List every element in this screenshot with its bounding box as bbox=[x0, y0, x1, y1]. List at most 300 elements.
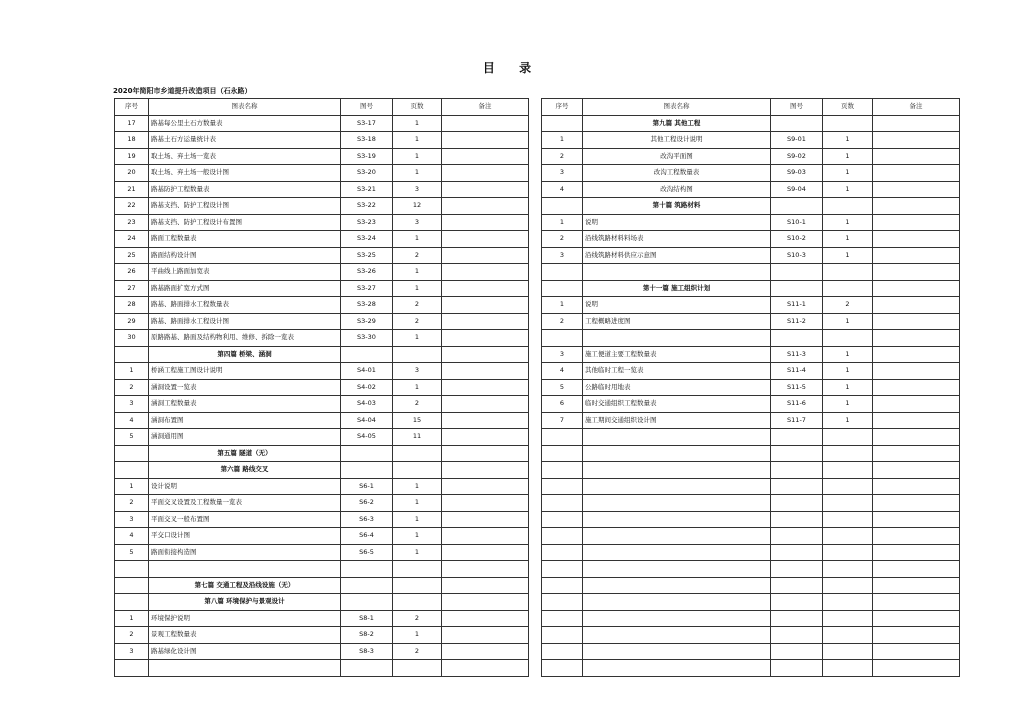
remark-cell bbox=[442, 610, 529, 627]
blank-row bbox=[542, 330, 960, 347]
row-number: 27 bbox=[115, 280, 149, 297]
drawing-name-cell bbox=[583, 429, 771, 446]
blank-row bbox=[542, 627, 960, 644]
drawing-code: S3-25 bbox=[341, 247, 393, 264]
table-row bbox=[115, 313, 529, 330]
blank-row bbox=[542, 594, 960, 611]
drawing-name: 路基每公里土石方数量表 bbox=[149, 115, 341, 132]
drawing-code: S4-02 bbox=[341, 379, 393, 396]
drawing-name: 路基、路面排水工程设计图 bbox=[149, 313, 341, 330]
table-row bbox=[115, 297, 529, 314]
page-count: 1 bbox=[393, 264, 442, 281]
page-count-cell bbox=[823, 280, 873, 297]
row-number: 18 bbox=[115, 132, 149, 149]
remark-cell bbox=[442, 462, 529, 479]
page-count: 12 bbox=[393, 198, 442, 215]
row-number-cell bbox=[115, 346, 149, 363]
page-count: 1 bbox=[393, 528, 442, 545]
table-row bbox=[115, 148, 529, 165]
remark-cell bbox=[442, 594, 529, 611]
drawing-code: S3-21 bbox=[341, 181, 393, 198]
drawing-code-cell bbox=[771, 115, 823, 132]
drawing-code-cell bbox=[341, 594, 393, 611]
table-row bbox=[115, 247, 529, 264]
table-row bbox=[115, 198, 529, 215]
page-count: 1 bbox=[823, 148, 873, 165]
header-cell: 序号 bbox=[542, 99, 583, 116]
row-number-cell bbox=[542, 577, 583, 594]
header-cell: 图表名称 bbox=[149, 99, 341, 116]
remark-cell bbox=[873, 115, 960, 132]
remark-cell bbox=[873, 577, 960, 594]
page-title: 目 录 bbox=[482, 61, 542, 75]
drawing-code-cell bbox=[771, 198, 823, 215]
drawing-name: 景观工程数量表 bbox=[149, 627, 341, 644]
row-number: 19 bbox=[115, 148, 149, 165]
row-number: 5 bbox=[115, 544, 149, 561]
drawing-code-cell bbox=[341, 660, 393, 677]
table-row bbox=[542, 396, 960, 413]
remark-cell bbox=[873, 478, 960, 495]
drawing-name-cell bbox=[583, 478, 771, 495]
row-number-cell bbox=[115, 577, 149, 594]
row-number: 22 bbox=[115, 198, 149, 215]
page-count-cell bbox=[823, 445, 873, 462]
row-number: 20 bbox=[115, 165, 149, 182]
drawing-code: S11-1 bbox=[771, 297, 823, 314]
row-number-cell bbox=[542, 643, 583, 660]
remark-cell bbox=[873, 379, 960, 396]
remark-cell bbox=[873, 495, 960, 512]
row-number: 26 bbox=[115, 264, 149, 281]
page-count: 15 bbox=[393, 412, 442, 429]
table-row bbox=[115, 495, 529, 512]
page-count-cell bbox=[823, 462, 873, 479]
drawing-name: 其他工程设计说明 bbox=[583, 132, 771, 149]
page-count: 2 bbox=[393, 396, 442, 413]
remark-cell bbox=[873, 363, 960, 380]
row-number-cell bbox=[542, 330, 583, 347]
remark-cell bbox=[442, 280, 529, 297]
table-row bbox=[115, 165, 529, 182]
drawing-code: S8-3 bbox=[341, 643, 393, 660]
section-title: 第十一篇 施工组织计划 bbox=[583, 280, 771, 297]
table-row bbox=[115, 412, 529, 429]
left-contents-table bbox=[114, 98, 529, 677]
drawing-name: 平面交叉设置及工程数量一览表 bbox=[149, 495, 341, 512]
blank-row bbox=[542, 511, 960, 528]
section-title: 第十篇 筑路材料 bbox=[583, 198, 771, 215]
row-number: 21 bbox=[115, 181, 149, 198]
row-number-cell bbox=[542, 429, 583, 446]
drawing-code-cell bbox=[771, 462, 823, 479]
drawing-name-cell bbox=[583, 577, 771, 594]
table-row bbox=[115, 379, 529, 396]
page-count-cell bbox=[823, 429, 873, 446]
page-count: 1 bbox=[393, 115, 442, 132]
row-number: 7 bbox=[542, 412, 583, 429]
drawing-name-cell bbox=[583, 660, 771, 677]
page-count: 2 bbox=[393, 643, 442, 660]
page-count: 1 bbox=[393, 478, 442, 495]
section-header-row bbox=[542, 198, 960, 215]
row-number-cell bbox=[542, 264, 583, 281]
drawing-name: 改沟结构图 bbox=[583, 181, 771, 198]
table-row bbox=[115, 544, 529, 561]
drawing-code: S11-7 bbox=[771, 412, 823, 429]
row-number: 3 bbox=[542, 247, 583, 264]
remark-cell bbox=[873, 313, 960, 330]
row-number: 6 bbox=[542, 396, 583, 413]
row-number: 28 bbox=[115, 297, 149, 314]
section-header-row bbox=[542, 115, 960, 132]
table-row bbox=[115, 181, 529, 198]
row-number: 5 bbox=[542, 379, 583, 396]
page-count: 1 bbox=[393, 132, 442, 149]
row-number: 3 bbox=[542, 346, 583, 363]
drawing-name: 平面交叉一般布置图 bbox=[149, 511, 341, 528]
drawing-name-cell bbox=[583, 264, 771, 281]
blank-row bbox=[542, 462, 960, 479]
page-count-cell bbox=[393, 445, 442, 462]
remark-cell bbox=[442, 660, 529, 677]
page-count: 2 bbox=[393, 610, 442, 627]
row-number-cell bbox=[542, 445, 583, 462]
blank-row bbox=[542, 660, 960, 677]
page-count: 1 bbox=[823, 165, 873, 182]
remark-cell bbox=[442, 231, 529, 248]
remark-cell bbox=[873, 561, 960, 578]
row-number: 5 bbox=[115, 429, 149, 446]
drawing-code: S6-3 bbox=[341, 511, 393, 528]
page-count-cell bbox=[393, 462, 442, 479]
drawing-code: S6-1 bbox=[341, 478, 393, 495]
remark-cell bbox=[873, 231, 960, 248]
remark-cell bbox=[442, 561, 529, 578]
remark-cell bbox=[873, 627, 960, 644]
table-row bbox=[542, 247, 960, 264]
table-row bbox=[115, 627, 529, 644]
row-number-cell bbox=[115, 660, 149, 677]
table-row bbox=[115, 528, 529, 545]
remark-cell bbox=[873, 132, 960, 149]
row-number-cell bbox=[115, 445, 149, 462]
row-number: 4 bbox=[542, 363, 583, 380]
remark-cell bbox=[873, 181, 960, 198]
table-row bbox=[542, 313, 960, 330]
drawing-name-cell bbox=[149, 660, 341, 677]
drawing-name: 施工期间交通组织设计图 bbox=[583, 412, 771, 429]
table-row bbox=[542, 214, 960, 231]
table-header-row bbox=[115, 99, 529, 116]
drawing-code: S11-3 bbox=[771, 346, 823, 363]
page-count: 1 bbox=[823, 412, 873, 429]
drawing-name: 平曲线上路面加宽表 bbox=[149, 264, 341, 281]
drawing-name: 路面工程数量表 bbox=[149, 231, 341, 248]
page-count-cell bbox=[823, 660, 873, 677]
drawing-name: 原路路基、路面及结构物利用、维修、拆除一览表 bbox=[149, 330, 341, 347]
drawing-code-cell bbox=[341, 462, 393, 479]
page-count: 1 bbox=[393, 495, 442, 512]
drawing-name: 路基、路面排水工程数量表 bbox=[149, 297, 341, 314]
drawing-code: S9-03 bbox=[771, 165, 823, 182]
page-count-cell bbox=[823, 115, 873, 132]
table-row bbox=[542, 346, 960, 363]
drawing-name: 取土场、弃土场一般设计图 bbox=[149, 165, 341, 182]
header-cell: 图号 bbox=[771, 99, 823, 116]
drawing-name: 取土场、弃土场一览表 bbox=[149, 148, 341, 165]
drawing-name: 其他临时工程一览表 bbox=[583, 363, 771, 380]
table-row bbox=[542, 181, 960, 198]
table-row bbox=[542, 297, 960, 314]
remark-cell bbox=[873, 198, 960, 215]
drawing-name-cell bbox=[583, 627, 771, 644]
remark-cell bbox=[873, 165, 960, 182]
table-row bbox=[542, 148, 960, 165]
drawing-code: S9-02 bbox=[771, 148, 823, 165]
page-count: 1 bbox=[393, 148, 442, 165]
page-count-cell bbox=[823, 330, 873, 347]
page-count-cell bbox=[823, 198, 873, 215]
table-row bbox=[115, 478, 529, 495]
table-row bbox=[115, 396, 529, 413]
drawing-code-cell bbox=[771, 445, 823, 462]
remark-cell bbox=[442, 511, 529, 528]
remark-cell bbox=[442, 495, 529, 512]
drawing-name: 公路临时用地表 bbox=[583, 379, 771, 396]
page-count: 2 bbox=[393, 247, 442, 264]
remark-cell bbox=[442, 247, 529, 264]
table-row bbox=[115, 363, 529, 380]
remark-cell bbox=[442, 528, 529, 545]
page-count: 2 bbox=[393, 297, 442, 314]
table-row bbox=[115, 429, 529, 446]
remark-cell bbox=[873, 511, 960, 528]
page-count: 1 bbox=[823, 132, 873, 149]
blank-row bbox=[542, 478, 960, 495]
page-count: 11 bbox=[393, 429, 442, 446]
section-header-row bbox=[115, 445, 529, 462]
drawing-name: 临时交通组织工程数量表 bbox=[583, 396, 771, 413]
page-count: 1 bbox=[393, 231, 442, 248]
remark-cell bbox=[442, 412, 529, 429]
drawing-name: 涵洞通用图 bbox=[149, 429, 341, 446]
remark-cell bbox=[442, 132, 529, 149]
drawing-name: 沿线筑路材料供应示意图 bbox=[583, 247, 771, 264]
row-number: 1 bbox=[115, 610, 149, 627]
remark-cell bbox=[442, 165, 529, 182]
section-title: 第四篇 桥梁、涵洞 bbox=[149, 346, 341, 363]
row-number-cell bbox=[542, 660, 583, 677]
drawing-name: 路基支挡、防护工程设计布置图 bbox=[149, 214, 341, 231]
drawing-name-cell bbox=[583, 445, 771, 462]
table-row bbox=[542, 363, 960, 380]
blank-row bbox=[542, 577, 960, 594]
drawing-code-cell bbox=[771, 429, 823, 446]
row-number-cell bbox=[115, 462, 149, 479]
drawing-code: S3-17 bbox=[341, 115, 393, 132]
page-count: 3 bbox=[393, 363, 442, 380]
remark-cell bbox=[873, 429, 960, 446]
drawing-name: 桥涵工程施工图设计说明 bbox=[149, 363, 341, 380]
row-number-cell bbox=[542, 528, 583, 545]
page-count-cell bbox=[393, 594, 442, 611]
drawing-code-cell bbox=[771, 610, 823, 627]
remark-cell bbox=[442, 643, 529, 660]
drawing-code: S6-2 bbox=[341, 495, 393, 512]
page-count-cell bbox=[823, 511, 873, 528]
drawing-name: 路基土石方运量统计表 bbox=[149, 132, 341, 149]
row-number-cell bbox=[542, 198, 583, 215]
table-row bbox=[542, 165, 960, 182]
row-number-cell bbox=[542, 495, 583, 512]
drawing-code: S11-2 bbox=[771, 313, 823, 330]
section-title: 第九篇 其他工程 bbox=[583, 115, 771, 132]
drawing-name: 路基绿化设计图 bbox=[149, 643, 341, 660]
drawing-name-cell bbox=[583, 330, 771, 347]
page-count-cell bbox=[393, 577, 442, 594]
row-number: 2 bbox=[542, 148, 583, 165]
row-number: 4 bbox=[542, 181, 583, 198]
drawing-code: S3-26 bbox=[341, 264, 393, 281]
table-row bbox=[542, 379, 960, 396]
page-count: 1 bbox=[823, 231, 873, 248]
table-row bbox=[115, 330, 529, 347]
page-count: 3 bbox=[393, 214, 442, 231]
table-row bbox=[115, 610, 529, 627]
drawing-code-cell bbox=[771, 280, 823, 297]
row-number: 23 bbox=[115, 214, 149, 231]
row-number: 3 bbox=[542, 165, 583, 182]
page-count-cell bbox=[823, 577, 873, 594]
drawing-code-cell bbox=[771, 544, 823, 561]
drawing-code: S6-5 bbox=[341, 544, 393, 561]
remark-cell bbox=[873, 330, 960, 347]
page-count-cell bbox=[823, 643, 873, 660]
drawing-code: S10-3 bbox=[771, 247, 823, 264]
row-number-cell bbox=[542, 561, 583, 578]
header-cell: 图号 bbox=[341, 99, 393, 116]
page-count-cell bbox=[823, 495, 873, 512]
page-count-cell bbox=[823, 478, 873, 495]
drawing-code: S3-22 bbox=[341, 198, 393, 215]
page-count: 1 bbox=[393, 511, 442, 528]
drawing-code-cell bbox=[771, 660, 823, 677]
remark-cell bbox=[873, 264, 960, 281]
remark-cell bbox=[873, 544, 960, 561]
row-number-cell bbox=[542, 280, 583, 297]
blank-row bbox=[542, 264, 960, 281]
drawing-code: S3-19 bbox=[341, 148, 393, 165]
drawing-code: S10-1 bbox=[771, 214, 823, 231]
row-number-cell bbox=[542, 544, 583, 561]
row-number: 24 bbox=[115, 231, 149, 248]
remark-cell bbox=[873, 528, 960, 545]
row-number-cell bbox=[542, 511, 583, 528]
row-number-cell bbox=[542, 115, 583, 132]
remark-cell bbox=[873, 445, 960, 462]
page-count: 3 bbox=[393, 181, 442, 198]
blank-row bbox=[542, 495, 960, 512]
drawing-name: 施工便道主要工程数量表 bbox=[583, 346, 771, 363]
drawing-code-cell bbox=[771, 627, 823, 644]
row-number: 1 bbox=[542, 297, 583, 314]
remark-cell bbox=[873, 462, 960, 479]
drawing-name: 平交口设计图 bbox=[149, 528, 341, 545]
page-count-cell bbox=[823, 594, 873, 611]
table-row bbox=[115, 132, 529, 149]
blank-row bbox=[542, 643, 960, 660]
page-count: 1 bbox=[823, 363, 873, 380]
page-count: 1 bbox=[823, 396, 873, 413]
table-row bbox=[542, 412, 960, 429]
section-title: 第五篇 隧道（无） bbox=[149, 445, 341, 462]
drawing-code: S11-4 bbox=[771, 363, 823, 380]
drawing-name: 路面结构设计图 bbox=[149, 247, 341, 264]
page-count-cell bbox=[823, 528, 873, 545]
page-count: 1 bbox=[823, 313, 873, 330]
header-cell: 页数 bbox=[823, 99, 873, 116]
drawing-name: 改沟工程数量表 bbox=[583, 165, 771, 182]
page-count: 1 bbox=[823, 346, 873, 363]
drawing-code: S3-28 bbox=[341, 297, 393, 314]
drawing-name-cell bbox=[583, 594, 771, 611]
blank-row bbox=[542, 445, 960, 462]
page-count: 1 bbox=[393, 280, 442, 297]
page-count: 1 bbox=[393, 330, 442, 347]
drawing-code-cell bbox=[771, 561, 823, 578]
section-header-row bbox=[115, 462, 529, 479]
remark-cell bbox=[442, 478, 529, 495]
row-number: 2 bbox=[115, 379, 149, 396]
blank-row bbox=[115, 561, 529, 578]
row-number: 30 bbox=[115, 330, 149, 347]
row-number-cell bbox=[542, 627, 583, 644]
page-count: 1 bbox=[393, 165, 442, 182]
row-number: 1 bbox=[115, 478, 149, 495]
remark-cell bbox=[442, 346, 529, 363]
page-count-cell bbox=[823, 544, 873, 561]
page-count-cell bbox=[823, 610, 873, 627]
drawing-code-cell bbox=[771, 577, 823, 594]
page-count: 1 bbox=[823, 247, 873, 264]
row-number-cell bbox=[542, 478, 583, 495]
table-row bbox=[115, 115, 529, 132]
table-row bbox=[115, 264, 529, 281]
page-count: 1 bbox=[393, 627, 442, 644]
remark-cell bbox=[873, 412, 960, 429]
remark-cell bbox=[442, 627, 529, 644]
page-count: 1 bbox=[393, 379, 442, 396]
drawing-code: S9-01 bbox=[771, 132, 823, 149]
drawing-code: S3-29 bbox=[341, 313, 393, 330]
drawing-code-cell bbox=[771, 495, 823, 512]
section-header-row bbox=[115, 594, 529, 611]
drawing-code: S3-20 bbox=[341, 165, 393, 182]
remark-cell bbox=[442, 264, 529, 281]
drawing-code-cell bbox=[341, 346, 393, 363]
drawing-name-cell bbox=[149, 561, 341, 578]
page-count: 1 bbox=[823, 379, 873, 396]
drawing-code: S9-04 bbox=[771, 181, 823, 198]
remark-cell bbox=[442, 330, 529, 347]
row-number: 2 bbox=[542, 231, 583, 248]
section-title: 第六篇 路线交叉 bbox=[149, 462, 341, 479]
row-number: 1 bbox=[542, 132, 583, 149]
drawing-code-cell bbox=[771, 264, 823, 281]
drawing-name: 沿线筑路材料料场表 bbox=[583, 231, 771, 248]
drawing-code: S6-4 bbox=[341, 528, 393, 545]
